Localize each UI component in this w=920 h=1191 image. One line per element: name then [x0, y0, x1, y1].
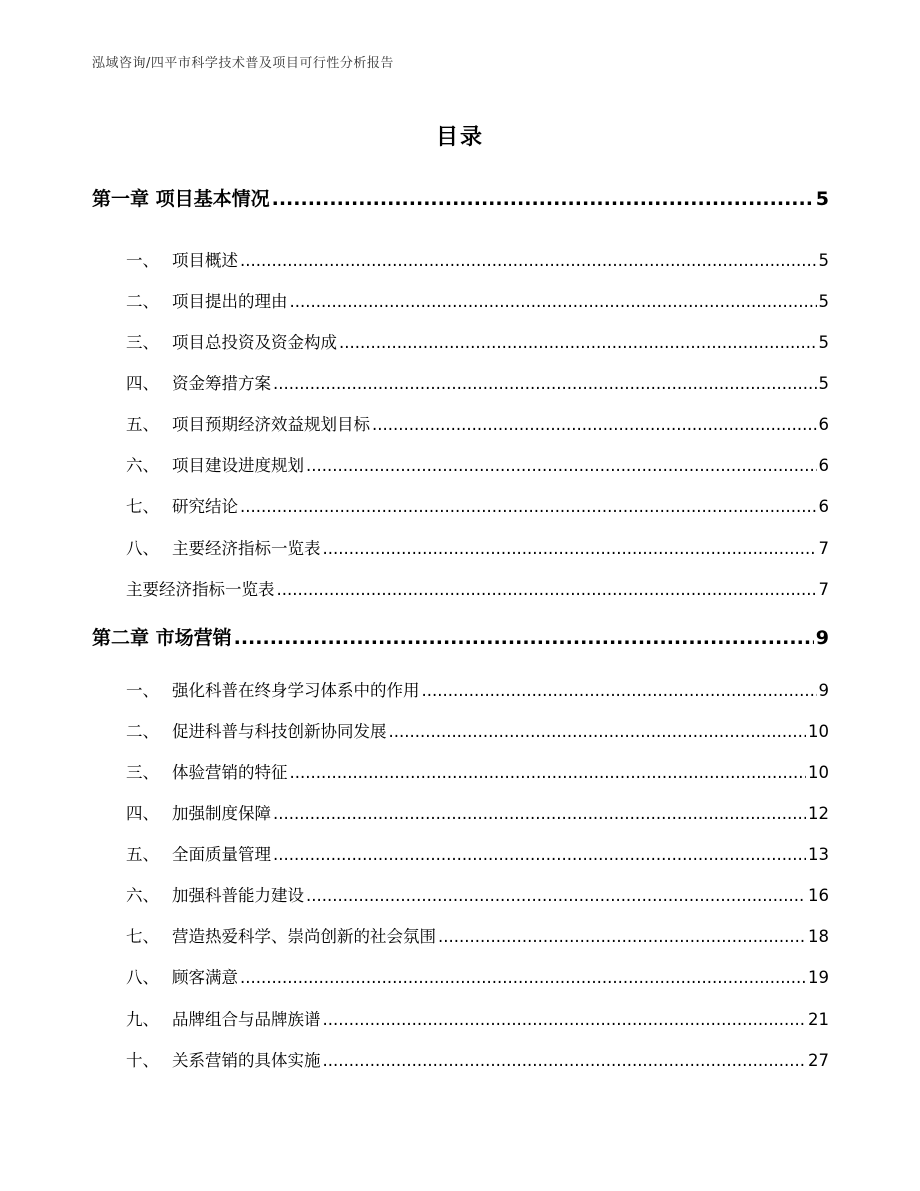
- toc-entry-number: 三、: [126, 763, 159, 782]
- toc-page-number: 10: [808, 722, 829, 741]
- toc-page-number: 6: [818, 497, 829, 516]
- dot-leader: [273, 804, 806, 823]
- toc-chapter-label: 第二章 市场营销: [92, 627, 232, 649]
- toc-page-number: 5: [818, 292, 829, 311]
- toc-entry-label: 项目提出的理由: [172, 292, 288, 311]
- dot-leader: [372, 415, 817, 434]
- dot-leader: [234, 627, 814, 649]
- toc-entry-label: 体验营销的特征: [172, 763, 288, 782]
- toc-entry[interactable]: [126, 841, 829, 865]
- toc-page-number: 7: [818, 580, 829, 599]
- dot-leader: [422, 681, 817, 700]
- toc-entry[interactable]: [126, 759, 829, 783]
- toc-entry-label: 加强科普能力建设: [172, 886, 304, 905]
- toc-entry[interactable]: [126, 370, 829, 394]
- toc-entry-label: 项目建设进度规划: [172, 456, 304, 475]
- toc-page-number: 5: [818, 333, 829, 352]
- toc-entry[interactable]: [126, 493, 829, 517]
- toc-entry[interactable]: [126, 882, 829, 906]
- dot-leader: [323, 1010, 807, 1029]
- toc-page-number: 19: [808, 968, 829, 987]
- dot-leader: [323, 1051, 807, 1070]
- toc-entry-number: 八、: [126, 968, 159, 987]
- toc-chapter-label: 第一章 项目基本情况: [92, 188, 270, 210]
- toc-entry-label: 加强制度保障: [172, 804, 271, 823]
- toc-page-number: 7: [818, 539, 829, 558]
- toc-entry-label: 主要经济指标一览表: [126, 580, 275, 599]
- toc-page-number: 5: [815, 188, 829, 210]
- toc-entry-number: 七、: [126, 927, 159, 946]
- toc-entry-label: 全面质量管理: [172, 845, 271, 864]
- dot-leader: [290, 763, 807, 782]
- toc-entry-label: 主要经济指标一览表: [172, 539, 321, 558]
- dot-leader: [306, 456, 817, 475]
- toc-page-number: 6: [818, 456, 829, 475]
- toc-entry[interactable]: [126, 677, 829, 701]
- toc-entry-number: 十、: [126, 1051, 159, 1070]
- dot-leader: [306, 886, 806, 905]
- toc-entry[interactable]: [126, 1006, 829, 1030]
- toc-entry-label: 项目总投资及资金构成: [172, 333, 337, 352]
- toc-page-number: 21: [808, 1010, 829, 1029]
- toc-entry-number: 四、: [126, 804, 159, 823]
- toc-title: 目录: [435, 125, 484, 150]
- dot-leader: [273, 845, 806, 864]
- toc-entry[interactable]: [126, 1047, 829, 1071]
- toc-entry-number: 八、: [126, 539, 159, 558]
- dot-leader: [272, 188, 814, 210]
- dot-leader: [240, 251, 817, 270]
- toc-entry[interactable]: [126, 247, 829, 271]
- dot-leader: [389, 722, 807, 741]
- toc-entry[interactable]: [126, 923, 829, 947]
- toc-entry-label: 强化科普在终身学习体系中的作用: [172, 681, 420, 700]
- toc-entry[interactable]: [126, 964, 829, 988]
- dot-leader: [438, 927, 806, 946]
- toc-entry[interactable]: [126, 800, 829, 824]
- toc-entry-label: 资金筹措方案: [172, 374, 271, 393]
- toc-entry-number: 九、: [126, 1010, 159, 1029]
- toc-page-number: 5: [818, 251, 829, 270]
- toc-page-number: 6: [818, 415, 829, 434]
- toc-page-number: 10: [808, 763, 829, 782]
- toc-chapter-1[interactable]: [92, 184, 829, 211]
- toc-entry-label: 促进科普与科技创新协同发展: [172, 722, 387, 741]
- toc-entry[interactable]: [126, 576, 829, 600]
- toc-entry[interactable]: [126, 535, 829, 559]
- toc-page-number: 27: [808, 1051, 829, 1070]
- dot-leader: [290, 292, 817, 311]
- toc-entry-number: 二、: [126, 292, 159, 311]
- toc-entry-label: 项目预期经济效益规划目标: [172, 415, 370, 434]
- toc-page-number: 9: [818, 681, 829, 700]
- dot-leader: [240, 497, 817, 516]
- toc-chapter-2[interactable]: [92, 623, 829, 650]
- toc-page-number: 18: [808, 927, 829, 946]
- toc-entry-number: 五、: [126, 415, 159, 434]
- toc-entry-number: 五、: [126, 845, 159, 864]
- toc-page-number: 9: [815, 627, 829, 649]
- page-header: 泓域咨询/四平市科学技术普及项目可行性分析报告: [92, 56, 394, 71]
- toc-page-number: 5: [818, 374, 829, 393]
- dot-leader: [273, 374, 817, 393]
- toc-entry-label: 研究结论: [172, 497, 238, 516]
- toc-entry-number: 三、: [126, 333, 159, 352]
- toc-entry-number: 七、: [126, 497, 159, 516]
- toc-entry-label: 营造热爱科学、崇尚创新的社会氛围: [172, 927, 436, 946]
- toc-entry-number: 二、: [126, 722, 159, 741]
- toc-entry-number: 六、: [126, 886, 159, 905]
- toc-entry-number: 六、: [126, 456, 159, 475]
- toc-entry[interactable]: [126, 452, 829, 476]
- toc-page-number: 12: [808, 804, 829, 823]
- toc-page-number: 13: [808, 845, 829, 864]
- toc-entry-label: 顾客满意: [172, 968, 238, 987]
- dot-leader: [240, 968, 806, 987]
- toc-entry-number: 四、: [126, 374, 159, 393]
- header-divider: [92, 74, 828, 75]
- dot-leader: [323, 539, 817, 558]
- dot-leader: [277, 580, 817, 599]
- toc-entry-number: 一、: [126, 251, 159, 270]
- toc-entry-label: 关系营销的具体实施: [172, 1051, 321, 1070]
- toc-entry-label: 项目概述: [172, 251, 238, 270]
- toc-entry[interactable]: [126, 411, 829, 435]
- toc-entry-number: 一、: [126, 681, 159, 700]
- toc-entry-label: 品牌组合与品牌族谱: [172, 1010, 321, 1029]
- dot-leader: [339, 333, 817, 352]
- toc-entry[interactable]: [126, 288, 829, 312]
- toc-entry[interactable]: [126, 718, 829, 742]
- toc-page-number: 16: [808, 886, 829, 905]
- toc-entry[interactable]: [126, 329, 829, 353]
